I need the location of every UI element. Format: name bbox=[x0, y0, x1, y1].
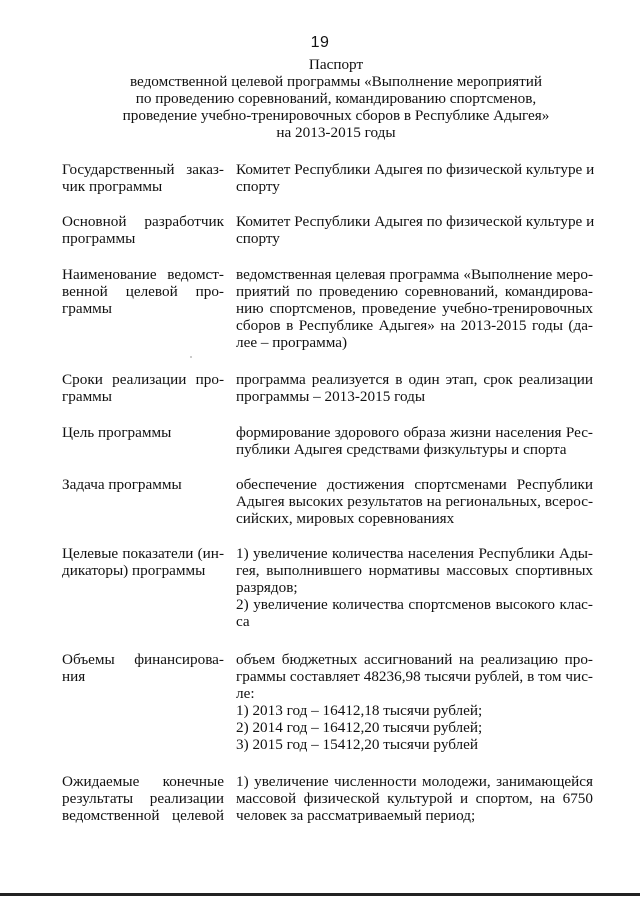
row-label bbox=[62, 424, 224, 441]
row-value bbox=[236, 773, 593, 824]
scan-speck bbox=[190, 356, 192, 358]
value-line: нию спортсменов, проведение учебно-тренировочных bbox=[236, 300, 593, 317]
row-label bbox=[62, 651, 224, 685]
row-label bbox=[62, 545, 224, 579]
value-line: массовой физической культурой и спортом, на 6750 bbox=[236, 790, 593, 807]
page-bottom-edge bbox=[0, 893, 640, 896]
row-value bbox=[236, 266, 593, 351]
label-line: дикаторы) программы bbox=[62, 562, 206, 579]
label-line: Основной разработчик bbox=[62, 213, 224, 230]
value-line: человек за рассматриваемый период; bbox=[236, 807, 476, 824]
value-line: сийских, мировых соревнованиях bbox=[236, 510, 455, 527]
row-label bbox=[62, 213, 224, 247]
value-line: 1) увеличение численности молодежи, занимающейся bbox=[236, 773, 593, 790]
label-line: венной целевой про- bbox=[62, 283, 224, 300]
label-line: граммы bbox=[62, 300, 112, 317]
value-line: 1) увеличение количества населения Республики Ады- bbox=[236, 545, 593, 562]
value-line: программа реализуется в один этап, срок реализации bbox=[236, 371, 593, 388]
value-line: Комитет Республики Адыгея по физической культуре и bbox=[236, 213, 595, 230]
row-value bbox=[236, 476, 593, 527]
label-line: Ожидаемые конечные bbox=[62, 773, 224, 790]
value-line: публики Адыгея средствами физкультуры и спорта bbox=[236, 441, 567, 458]
value-line: ле: bbox=[236, 685, 255, 702]
title-line: по проведению соревнований, командированию спортсменов, bbox=[135, 90, 537, 107]
value-line: ведомственная целевая программа «Выполнение меро- bbox=[236, 266, 593, 283]
value-line: са bbox=[236, 613, 250, 630]
value-line: 1) 2013 год – 16412,18 тысячи рублей; bbox=[236, 702, 483, 719]
label-line: ведомственной целевой bbox=[62, 807, 224, 824]
value-line: 3) 2015 год – 15412,20 тысячи рублей bbox=[236, 736, 479, 753]
label-line: Наименование ведомст- bbox=[62, 266, 224, 283]
value-line: обеспечение достижения спортсменами Республики bbox=[236, 476, 593, 493]
label-line: Цель программы bbox=[62, 424, 172, 441]
value-line: спорту bbox=[236, 178, 280, 195]
value-line: разрядов; bbox=[236, 579, 298, 596]
value-line: Комитет Республики Адыгея по физической культуре и bbox=[236, 161, 595, 178]
label-line: результаты реализации bbox=[62, 790, 224, 807]
row-label bbox=[62, 476, 224, 493]
row-label bbox=[62, 266, 224, 317]
label-line: Государственный заказ- bbox=[62, 161, 224, 178]
title-line: Паспорт bbox=[308, 56, 364, 73]
row-label bbox=[62, 371, 224, 405]
label-line: Сроки реализации про- bbox=[62, 371, 224, 388]
row-value bbox=[236, 545, 593, 630]
label-line: ния bbox=[62, 668, 86, 685]
row-value bbox=[236, 651, 593, 753]
value-line: Адыгея высоких результатов на региональных, всерос- bbox=[236, 493, 593, 510]
row-label bbox=[62, 773, 224, 824]
value-line: граммы составляет 48236,98 тысячи рублей, в том чис- bbox=[236, 668, 593, 685]
label-line: чик программы bbox=[62, 178, 163, 195]
value-line: программы – 2013-2015 годы bbox=[236, 388, 426, 405]
value-line: 2) увеличение количества спортсменов высокого клас- bbox=[236, 596, 593, 613]
row-value bbox=[236, 424, 593, 458]
value-line: формирование здорового образа жизни населения Рес- bbox=[236, 424, 593, 441]
value-line: лее – программа) bbox=[236, 334, 348, 351]
row-label bbox=[62, 161, 224, 195]
label-line: Целевые показатели (ин- bbox=[62, 545, 224, 562]
document-title bbox=[80, 56, 592, 141]
value-line: 2) 2014 год – 16412,20 тысячи рублей; bbox=[236, 719, 483, 736]
page-number: 19 bbox=[310, 34, 330, 51]
value-line: спорту bbox=[236, 230, 280, 247]
label-line: Задача программы bbox=[62, 476, 182, 493]
value-line: гея, выполнившего нормативы массовых спортивных bbox=[236, 562, 593, 579]
label-line: программы bbox=[62, 230, 136, 247]
value-line: сборов в Республике Адыгея» на 2013-2015 годы (да- bbox=[236, 317, 593, 334]
label-line: граммы bbox=[62, 388, 112, 405]
title-line: ведомственной целевой программы «Выполнение мероприятий bbox=[129, 73, 543, 90]
title-line: на 2013-2015 годы bbox=[276, 124, 396, 141]
value-line: приятий по проведению соревнований, командирова- bbox=[236, 283, 593, 300]
title-line: проведение учебно-тренировочных сборов в Республике Адыгея» bbox=[122, 107, 550, 124]
label-line: Объемы финансирова- bbox=[62, 651, 224, 668]
row-value bbox=[236, 161, 593, 195]
row-value bbox=[236, 213, 593, 247]
row-value bbox=[236, 371, 593, 405]
value-line: объем бюджетных ассигнований на реализацию про- bbox=[236, 651, 593, 668]
